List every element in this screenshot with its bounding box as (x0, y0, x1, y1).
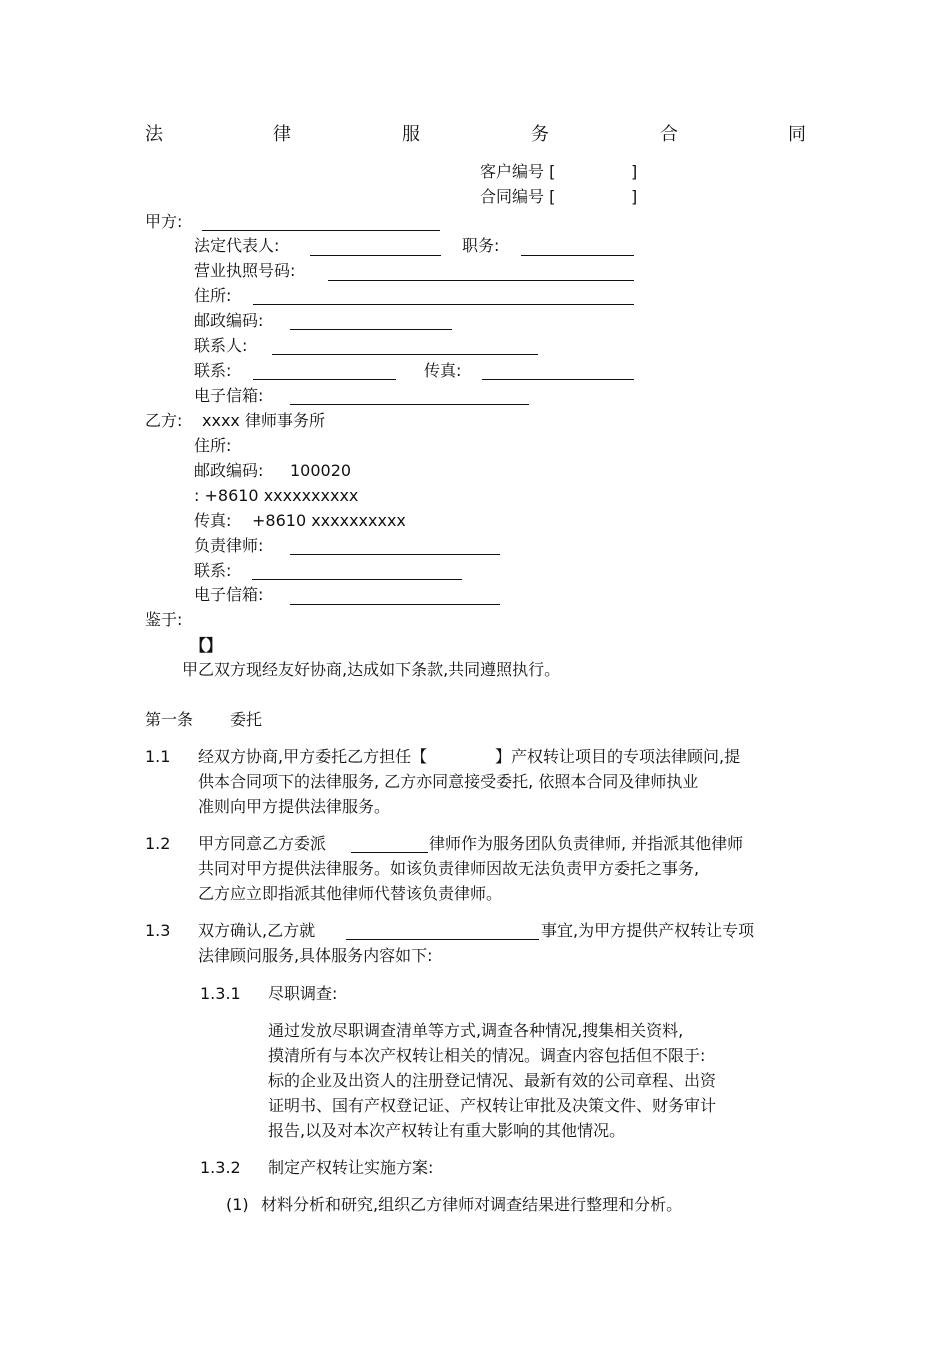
due-diligence-line: 摸清所有与本次产权转让相关的情况。调查内容包括但不限于: (268, 1046, 706, 1065)
party-b-fax-label: 传真: (194, 511, 232, 530)
license-blank (328, 280, 634, 281)
position-blank (521, 255, 634, 256)
contract-number-label: 合同编号 [ (480, 187, 556, 206)
party-a-fax-label: 传真: (424, 361, 462, 380)
party-a-contact-label: 联系: (194, 361, 232, 380)
whereas-label: 鉴于: (145, 610, 183, 629)
due-diligence-line: 标的企业及出资人的注册登记情况、最新有效的公司章程、出资 (268, 1071, 717, 1090)
agreement-text: 甲乙双方现经友好协商,达成如下条款,共同遵照执行。 (182, 660, 561, 679)
clause-1-2-line: 律师作为服务团队负责律师, 并指派其他律师 (429, 834, 744, 853)
title-char: 务 (531, 124, 549, 145)
lawyer-blank (290, 554, 500, 555)
party-b-phone: : +8610 xxxxxxxxxx (194, 486, 359, 505)
contact-person-blank (272, 354, 538, 355)
party-b-email-blank (290, 604, 500, 605)
legal-rep-label: 法定代表人: (194, 236, 280, 255)
clause-1-3-2-number: 1.3.2 (200, 1158, 241, 1177)
clause-1-3-2-title: 制定产权转让实施方案: (268, 1158, 434, 1177)
title-char: 服 (402, 124, 420, 145)
contact-person-label: 联系人: (194, 336, 248, 355)
due-diligence-line: 通过发放尽职调查清单等方式,调查各种情况,搜集相关资料, (268, 1021, 684, 1040)
clause-1-2-number: 1.2 (145, 834, 171, 853)
party-b-email-label: 电子信箱: (194, 585, 264, 604)
clause-1-2-line: 乙方应立即指派其他律师代替该负责律师。 (198, 884, 503, 903)
party-a-contact-blank (253, 379, 396, 380)
title-char: 律 (273, 124, 291, 145)
party-b-label: 乙方: (145, 411, 183, 430)
client-number-label: 客户编号 [ (480, 162, 556, 181)
clause-1-1-number: 1.1 (145, 747, 171, 766)
party-b-address-label: 住所: (194, 436, 232, 455)
party-a-email-blank (290, 404, 529, 405)
party-a-postcode-blank (290, 329, 452, 330)
clause-1-3-line: 事宜,为甲方提供产权转让专项 (541, 921, 755, 940)
clause-1-1-line: 供本合同项下的法律服务, 乙方亦同意接受委托, 依照本合同及律师执业 (198, 772, 699, 791)
party-b-postcode-value: 100020 (290, 461, 352, 480)
party-a-address-label: 住所: (194, 286, 232, 305)
clause-1-2-line: 共同对甲方提供法律服务。如该负责律师因故无法负责甲方委托之事务, (198, 859, 700, 878)
client-number-close: ] (631, 162, 638, 181)
party-a-email-label: 电子信箱: (194, 386, 264, 405)
whereas-bracket: 【】 (190, 636, 223, 655)
clause-1-3-1-number: 1.3.1 (200, 984, 241, 1003)
party-b-name: xxxx 律师事务所 (202, 411, 325, 430)
clause-1-2-line: 甲方同意乙方委派 (198, 834, 327, 853)
legal-rep-blank (310, 255, 441, 256)
item-1-text: 材料分析和研究,组织乙方律师对调查结果进行整理和分析。 (261, 1195, 683, 1214)
clause-1-3-number: 1.3 (145, 921, 171, 940)
lawyer-name-blank (351, 852, 428, 853)
article-1-number: 第一条 (145, 710, 194, 729)
party-b-contact-label: 联系: (194, 561, 232, 580)
lawyer-label: 负责律师: (194, 536, 264, 555)
due-diligence-line: 报告,以及对本次产权转让有重大影响的其他情况。 (268, 1121, 626, 1140)
party-a-name-blank (202, 230, 440, 231)
license-label: 营业执照号码: (194, 261, 296, 280)
party-a-postcode-label: 邮政编码: (194, 311, 264, 330)
title-char: 同 (788, 124, 806, 145)
matter-blank (346, 939, 539, 940)
title-char: 法 (145, 124, 163, 145)
item-1-number: (1) (226, 1195, 249, 1214)
clause-1-3-1-title: 尽职调查: (268, 984, 338, 1003)
position-label: 职务: (462, 236, 500, 255)
party-b-contact-blank (252, 579, 462, 580)
party-b-fax-value: +8610 xxxxxxxxxx (252, 511, 406, 530)
title-char: 合 (660, 124, 678, 145)
clause-1-1-line: 经双方协商,甲方委托乙方担任【 (198, 747, 428, 766)
party-a-label: 甲方: (145, 212, 183, 231)
contract-number-close: ] (631, 187, 638, 206)
article-1-title: 委托 (230, 710, 263, 729)
party-a-address-blank (253, 304, 634, 305)
clause-1-3-line: 法律顾问服务,具体服务内容如下: (198, 946, 433, 965)
party-a-fax-blank (482, 379, 634, 380)
clause-1-1-line: 】产权转让项目的专项法律顾问,提 (495, 747, 741, 766)
due-diligence-line: 证明书、国有产权登记证、产权转让审批及决策文件、财务审计 (268, 1096, 717, 1115)
clause-1-1-line: 准则向甲方提供法律服务。 (198, 797, 391, 816)
party-b-postcode-label: 邮政编码: (194, 461, 264, 480)
clause-1-3-line: 双方确认,乙方就 (198, 921, 316, 940)
